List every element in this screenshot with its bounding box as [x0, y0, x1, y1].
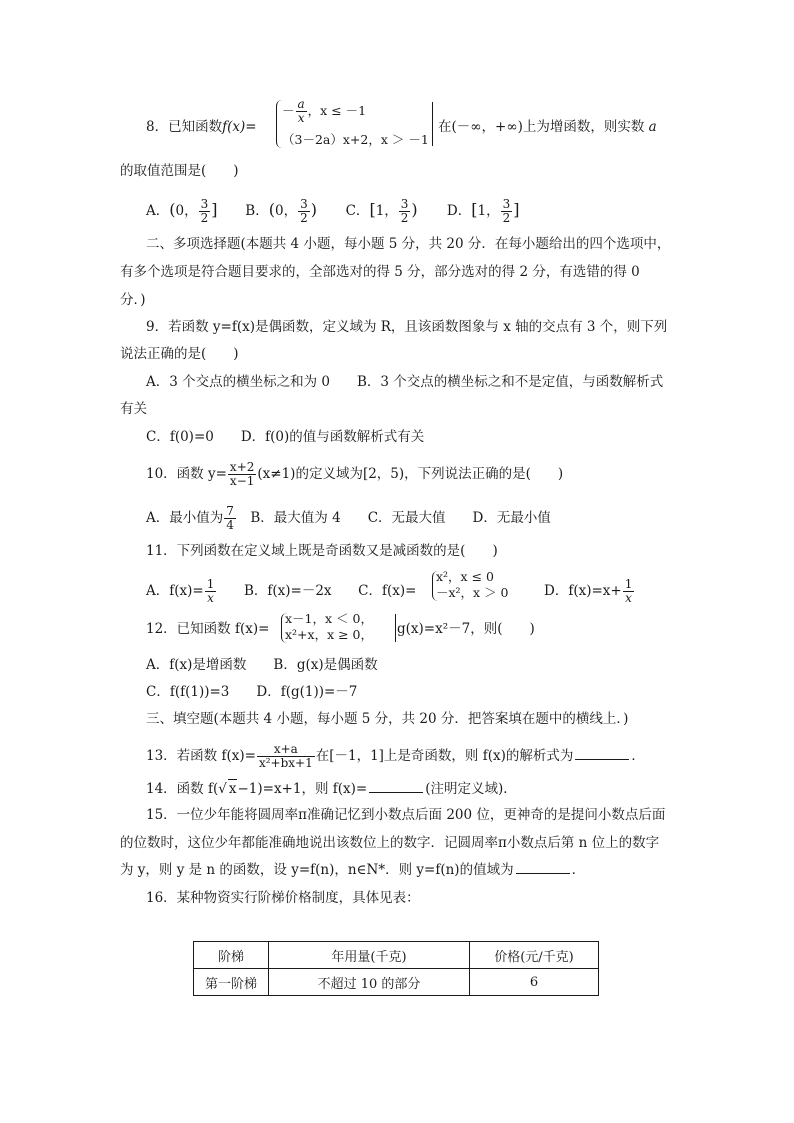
table-cell: 第一阶梯: [194, 969, 269, 996]
q9-stem-line2: 说法正确的是( ): [120, 346, 239, 362]
table-header-row: [194, 942, 599, 969]
q8-option-a[interactable]: A．(0， $\frac{3}{2}$ ]: [146, 197, 218, 225]
q8-stem-part-c: 的取值范围是( ): [120, 163, 239, 179]
q12-piece2: x²+x，x ≥ 0，: [285, 627, 374, 642]
q12-right-bar: [394, 614, 396, 642]
table-header-cell: 价格(元/千克): [470, 942, 599, 969]
q12-stem-pre: 12．已知函数 f(x)=: [146, 621, 270, 637]
q13-stem: 13．若函数 f(x)= $\frac{x+a}{\text{x²+bx+1}}$ 在[－1，1]上是奇函数，则 f(x)的解析式为 ．: [146, 742, 645, 770]
q8-fx: f(x)=: [222, 119, 257, 135]
q11-optC-piece2: －x²，x ＞ 0: [436, 585, 509, 600]
q13-answer-blank[interactable]: [575, 747, 629, 760]
table-row: [194, 969, 599, 996]
q10-fraction: $\frac{x+2}{x-1}$: [229, 460, 255, 488]
q10-stem: 10．函数 y= $\frac{x+2}{x-1}$ (x≠1)的定义域为[2，5)，下列说法正确的是( ): [146, 460, 564, 488]
q8-option-b[interactable]: B．(0， $\frac{3}{2}$ ): [245, 197, 317, 225]
q8-stem-a: 8．已知函数: [146, 119, 223, 135]
q13-fraction: $\frac{x+a}{\text{x²+bx+1}}$: [258, 742, 313, 770]
q15-answer-blank[interactable]: [516, 861, 570, 874]
q11-option-c[interactable]: C．f(x)=: [358, 583, 417, 599]
q14-answer-blank[interactable]: [369, 780, 423, 793]
q11-optC-piece1: x²，x ≤ 0: [436, 569, 494, 584]
q8-piece-2: （3－2a）x+2，x ＞ －1: [282, 132, 429, 147]
q11-options: [146, 578, 416, 604]
q10-options[interactable]: A．最小值为 $\frac{7}{4}$ B．最大值为 4 C．无最大值 D．无最小值: [146, 504, 551, 532]
section2-heading-line3: 分．): [120, 292, 146, 308]
q11-option-a[interactable]: A．f(x)= $\frac{1}{x}$: [146, 577, 215, 605]
q11-stem: 11．下列函数在定义域上既是奇函数又是减函数的是( ): [146, 543, 498, 559]
q16-stem: 16．某种物资实行阶梯价格制度，具体见表：: [146, 890, 420, 906]
q9-options-ab-cont: 有关: [120, 401, 147, 417]
section3-heading: 三、填空题(本题共 4 小题，每小题 5 分，共 20 分．把答案填在题中的横线上．): [146, 711, 629, 727]
q12-piece1: x－1，x ＜ 0，: [285, 611, 373, 626]
q14-stem: 14．函数 f(√ x−1)=x+1，则 f(x)= (注明定义域)．: [146, 781, 517, 797]
q8-piecewise: [276, 97, 440, 150]
q9-options-cd[interactable]: C．f(0)=0 D．f(0)的值与函数解析式有关: [146, 429, 425, 445]
q15-line3: 为 y，则 y 是 n 的函数，设 y=f(n)，n∈N*．则 y=f(n)的值域为 ．: [120, 862, 586, 878]
q12-options-ab[interactable]: A．f(x)是增函数 B．g(x)是偶函数: [146, 657, 378, 673]
q11-optC-piecewise: [432, 570, 522, 604]
q9-stem-line1: 9．若函数 y=f(x)是偶函数，定义域为 R，且该函数图象与 x 轴的交点有 3 个，则下列: [146, 319, 668, 335]
table-header-cell: 阶梯: [194, 942, 269, 969]
q14-radicand: x: [228, 781, 237, 797]
table-cell: 6: [470, 969, 599, 996]
q8-piece1-frac: $\frac{a}{x}$: [297, 97, 305, 125]
section2-heading-line1: 二、多项选择题(本题共 4 小题，每小题 5 分，共 20 分．在每小题给出的四个选项中，: [146, 236, 671, 252]
q11-option-b[interactable]: B．f(x)=－2x: [243, 583, 332, 599]
price-table: [193, 941, 599, 996]
q15-line2: 的位数时，这位少年都能准确地说出该数位上的数字．记圆周率π小数点后第 n 位上的数字: [120, 835, 660, 851]
table-header-cell: 年用量(千克): [269, 942, 470, 969]
q8-right-bar: [431, 102, 433, 146]
q8-stem-part-b: 在(－∞，+∞)上为增函数，则实数 a: [438, 119, 657, 135]
q15-line1: 15．一位少年能将圆周率π准确记忆到小数点后面 200 位，更神奇的是提问小数点后面: [146, 807, 666, 823]
q11-option-d[interactable]: D．f(x)=x+ $\frac{1}{x}$: [544, 577, 633, 605]
q8-piece-1: － $\frac{a}{x}$ ，x ≤ －1: [282, 97, 367, 125]
q8-stem-part-a: [146, 118, 257, 136]
q8-option-c[interactable]: C．[1， $\frac{3}{2}$ ): [345, 197, 418, 225]
q12-piecewise: [281, 612, 397, 646]
q9-options-ab[interactable]: A．3 个交点的横坐标之和为 0 B．3 个交点的横坐标之和不是定值，与函数解析式: [146, 374, 664, 390]
q8-option-d[interactable]: D．[1， $\frac{3}{2}$ ]: [446, 197, 520, 225]
q12-stem-post: g(x)=x²－7，则( ): [397, 621, 535, 637]
q8-options: [146, 198, 537, 226]
q12-options-cd[interactable]: C．f(f(1))=3 D．f(g(1))=－7: [146, 684, 358, 700]
table-cell: 不超过 10 的部分: [269, 969, 470, 996]
section2-heading-line2: 有多个选项是符合题目要求的，全部选对的得 5 分，部分选对的得 2 分，有选错的得 0: [120, 264, 640, 280]
q10-optA-frac: $\frac{7}{4}$: [226, 504, 234, 532]
